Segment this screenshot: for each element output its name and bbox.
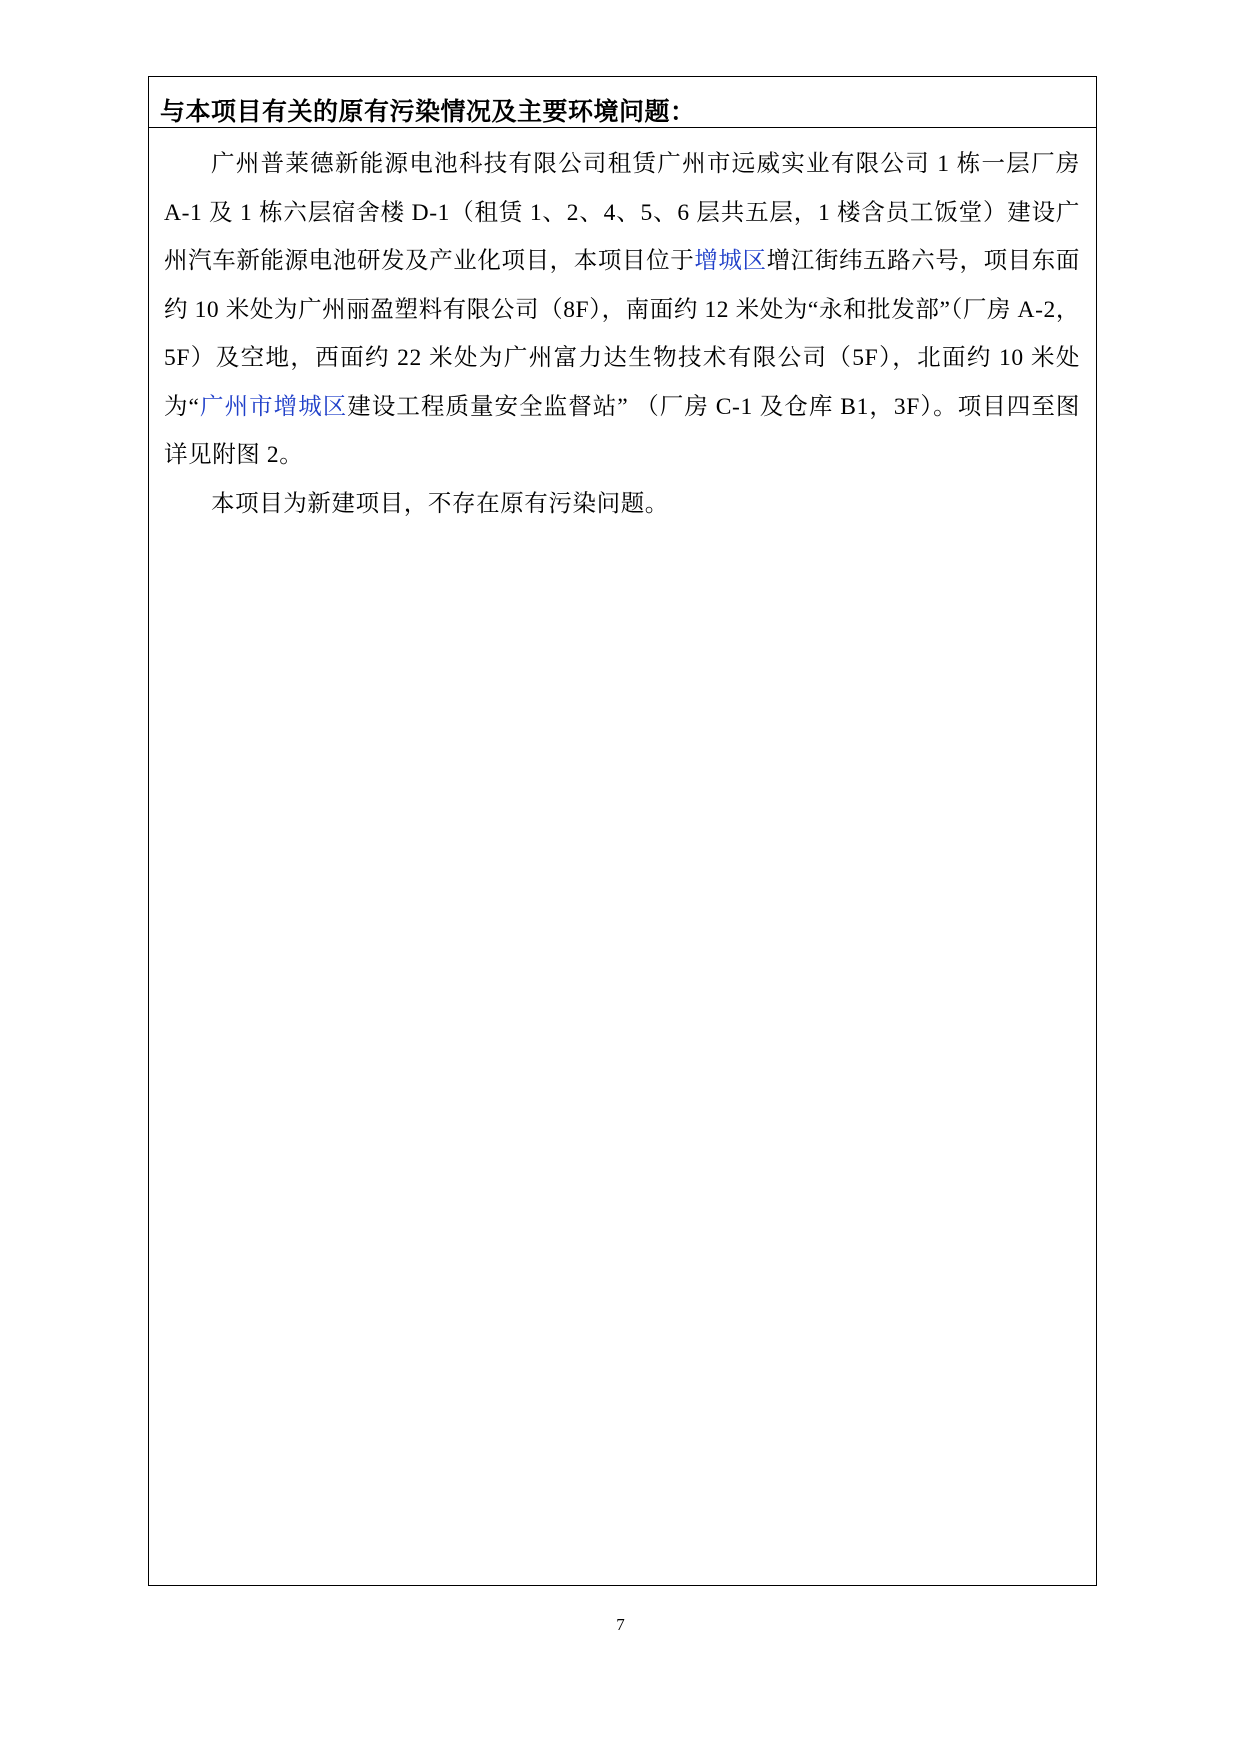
city-district-link[interactable]: 广州市增城区 <box>199 393 348 420</box>
section-body <box>164 140 1080 528</box>
district-link[interactable]: 增城区 <box>694 248 767 274</box>
paragraph-text-segment: 建设工程质量安全监督站” （厂房 C-1 及仓库 B1，3F）。项目四至图详见附图 2。 <box>164 393 1080 468</box>
paragraph-site-description <box>164 140 1080 480</box>
paragraph-text-segment: 增江街纬五路六号，项目东面约 10 米处为广州丽盈塑料有限公司（8F），南面约 12 米处为“永和批发部”（厂房 A-2，5F）及空地，西面约 22 米处为广州富力达生物技术有限公司（5F），北面约 10 米处为“ <box>164 248 1080 420</box>
section-heading: 与本项目有关的原有污染情况及主要环境问题： <box>160 97 696 126</box>
paragraph-pollution-statement: 本项目为新建项目，不存在原有污染问题。 <box>211 490 669 517</box>
page-number: 7 <box>616 1615 625 1634</box>
paragraph-text-segment: 广州普莱德新能源电池科技有限公司租赁广州市远威实业有限公司 1 栋一层厂房 A-1 及 1 栋六层宿舍楼 D-1（租赁 1、2、4、5、6 层共五层，1 楼含员工饭堂）建设广州汽车新能源电池研发及产业化项目，本项目位于 <box>164 151 1080 274</box>
